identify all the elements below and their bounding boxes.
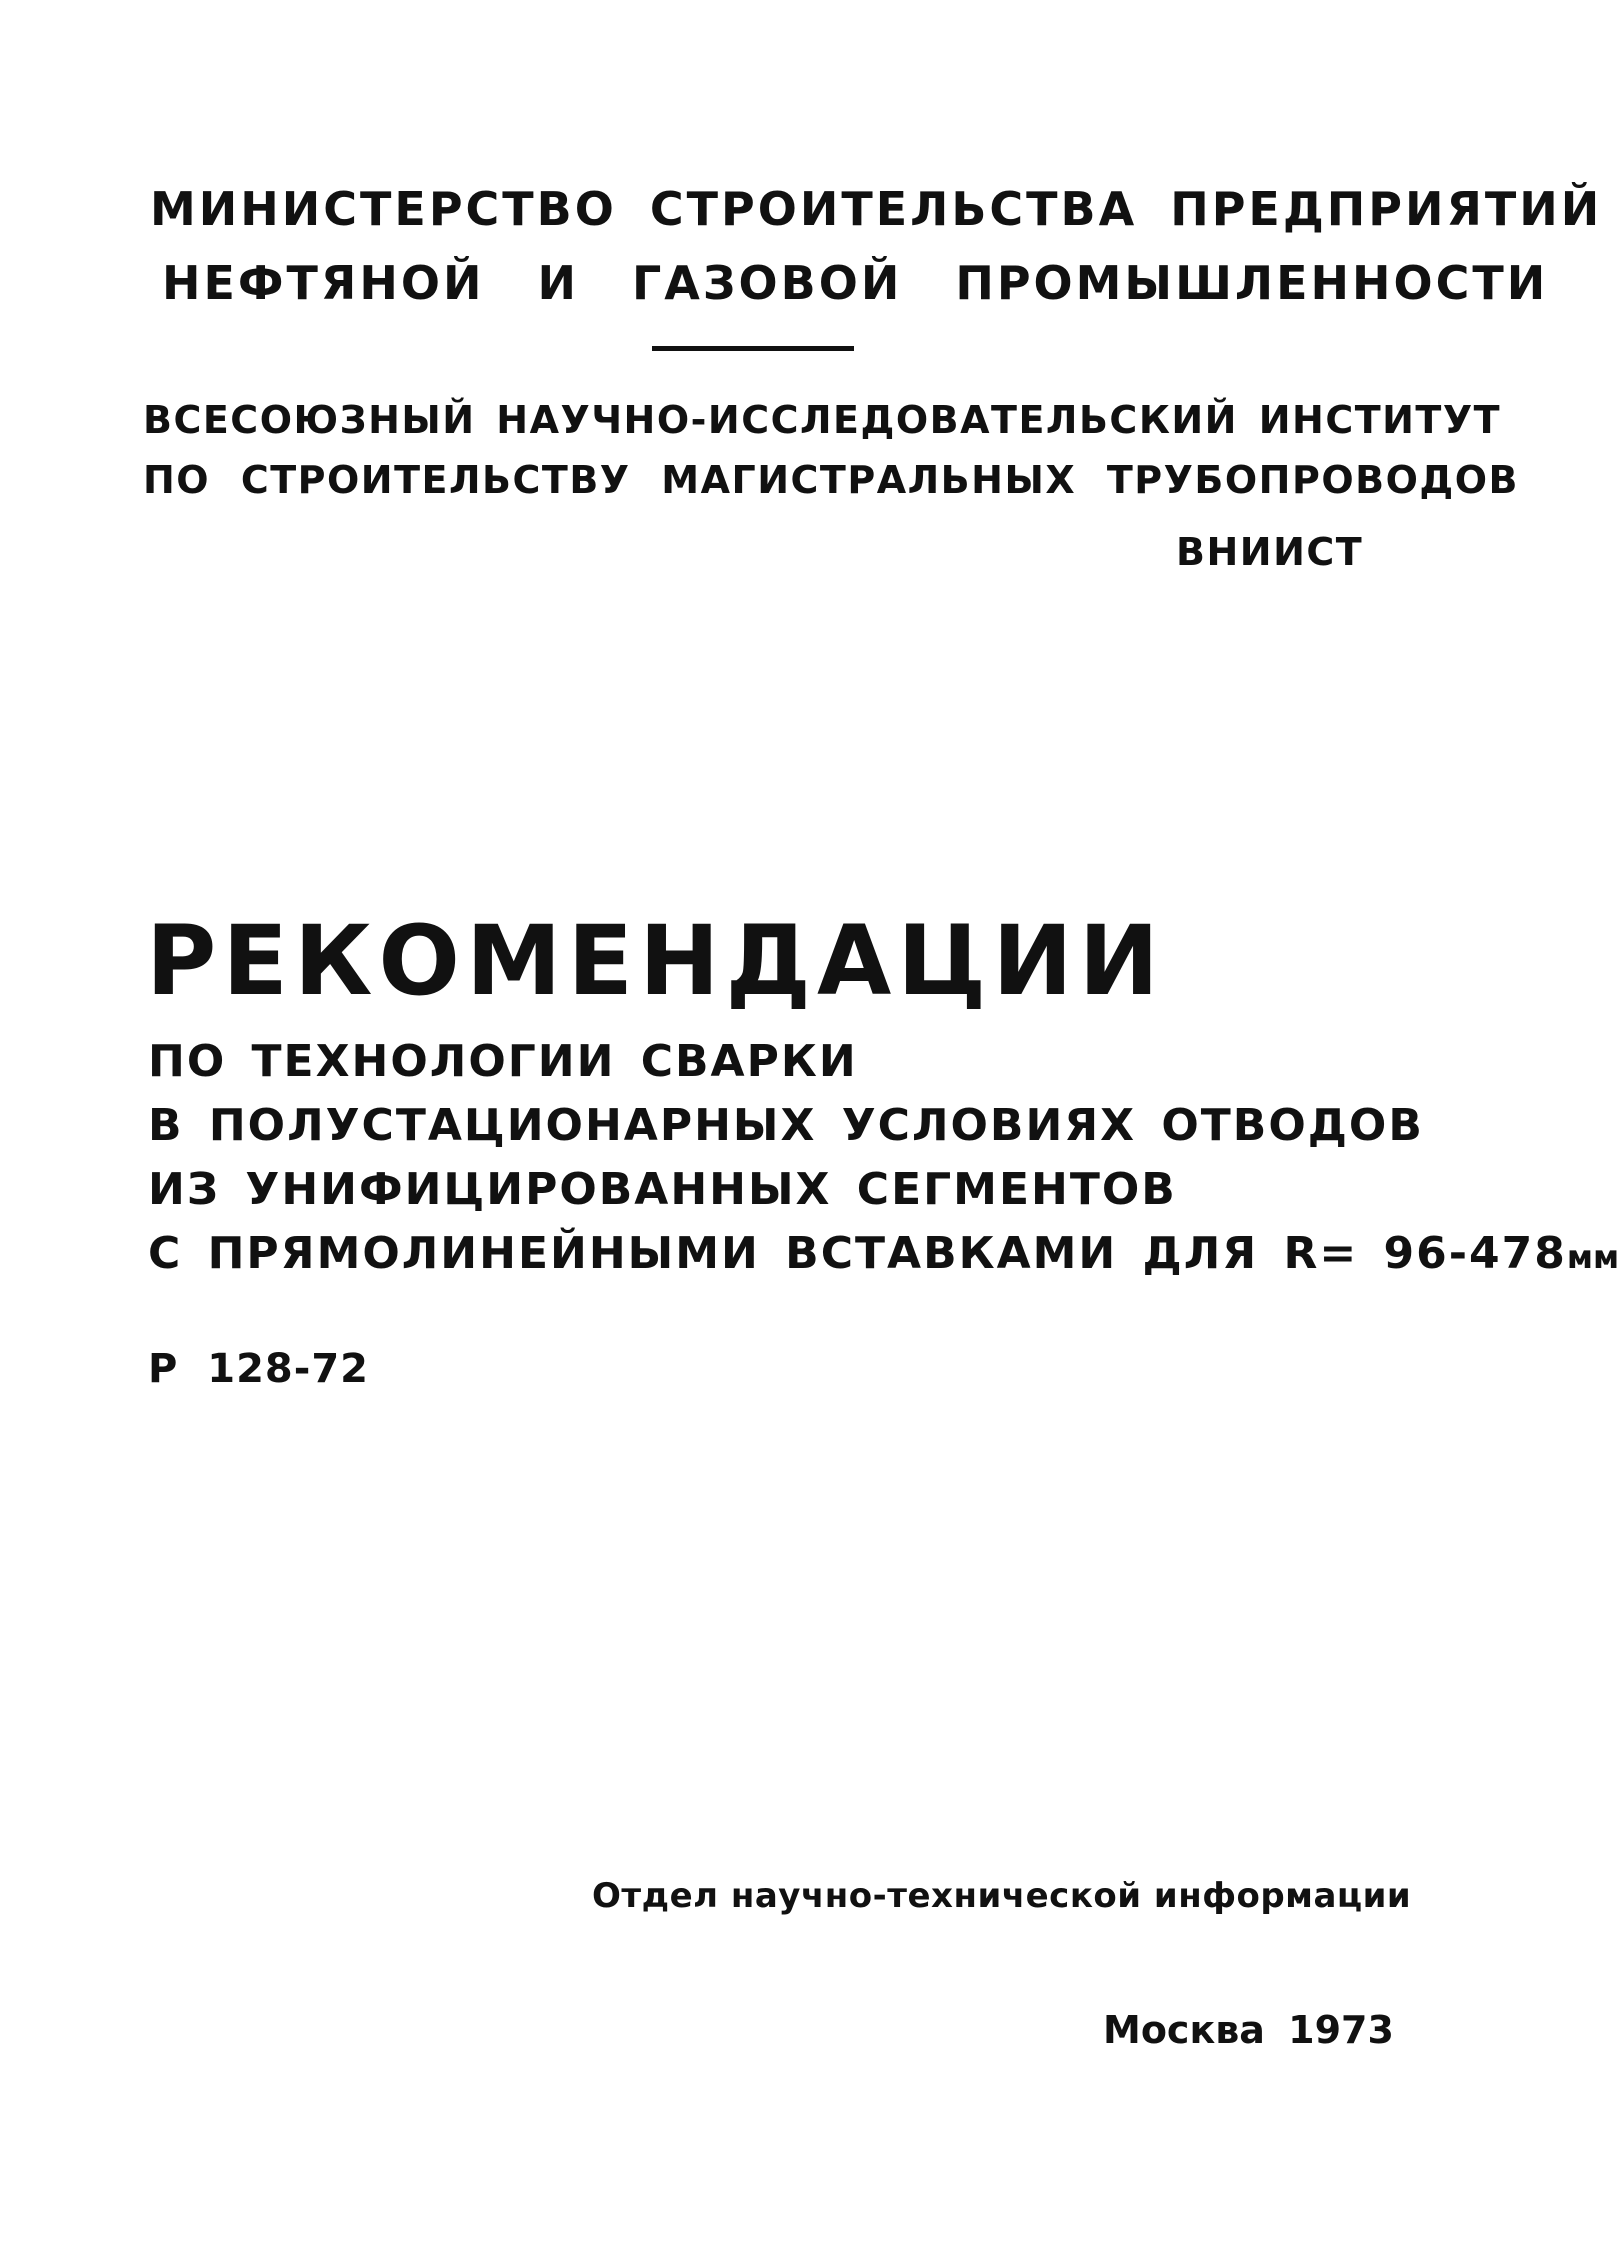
subtitle-line-3: ИЗ УНИФИЦИРОВАННЫХ СЕГМЕНТОВ bbox=[148, 1164, 1177, 1215]
subtitle-line-1: ПО ТЕХНОЛОГИИ СВАРКИ bbox=[148, 1036, 858, 1087]
publisher-department: Отдел научно-технической информации bbox=[592, 1876, 1412, 1916]
institute-abbreviation: ВНИИСТ bbox=[1176, 530, 1364, 574]
document-code: Р 128-72 bbox=[148, 1346, 370, 1392]
ministry-name-line-2: НЕФТЯНОЙ И ГАЗОВОЙ ПРОМЫШЛЕННОСТИ bbox=[162, 256, 1549, 310]
subtitle-line-4 bbox=[148, 1228, 1619, 1279]
ministry-name-line-1: МИНИСТЕРСТВО СТРОИТЕЛЬСТВА ПРЕДПРИЯТИЙ bbox=[150, 182, 1603, 236]
header-divider bbox=[652, 346, 854, 351]
subtitle-line-2: В ПОЛУСТАЦИОНАРНЫХ УСЛОВИЯХ ОТВОДОВ bbox=[148, 1100, 1424, 1151]
publication-city-year: Москва 1973 bbox=[1103, 2008, 1394, 2052]
institute-name-line-2: ПО СТРОИТЕЛЬСТВУ МАГИСТРАЛЬНЫХ ТРУБОПРОВОДОВ bbox=[143, 458, 1520, 502]
subtitle-unit: мм bbox=[1566, 1238, 1619, 1276]
document-title: РЕКОМЕНДАЦИИ bbox=[146, 905, 1166, 1017]
institute-name-line-1: ВСЕСОЮЗНЫЙ НАУЧНО-ИССЛЕДОВАТЕЛЬСКИЙ ИНСТИТУТ bbox=[143, 398, 1502, 442]
subtitle-line-4-text: С ПРЯМОЛИНЕЙНЫМИ ВСТАВКАМИ ДЛЯ R= 96-478 bbox=[148, 1228, 1567, 1279]
